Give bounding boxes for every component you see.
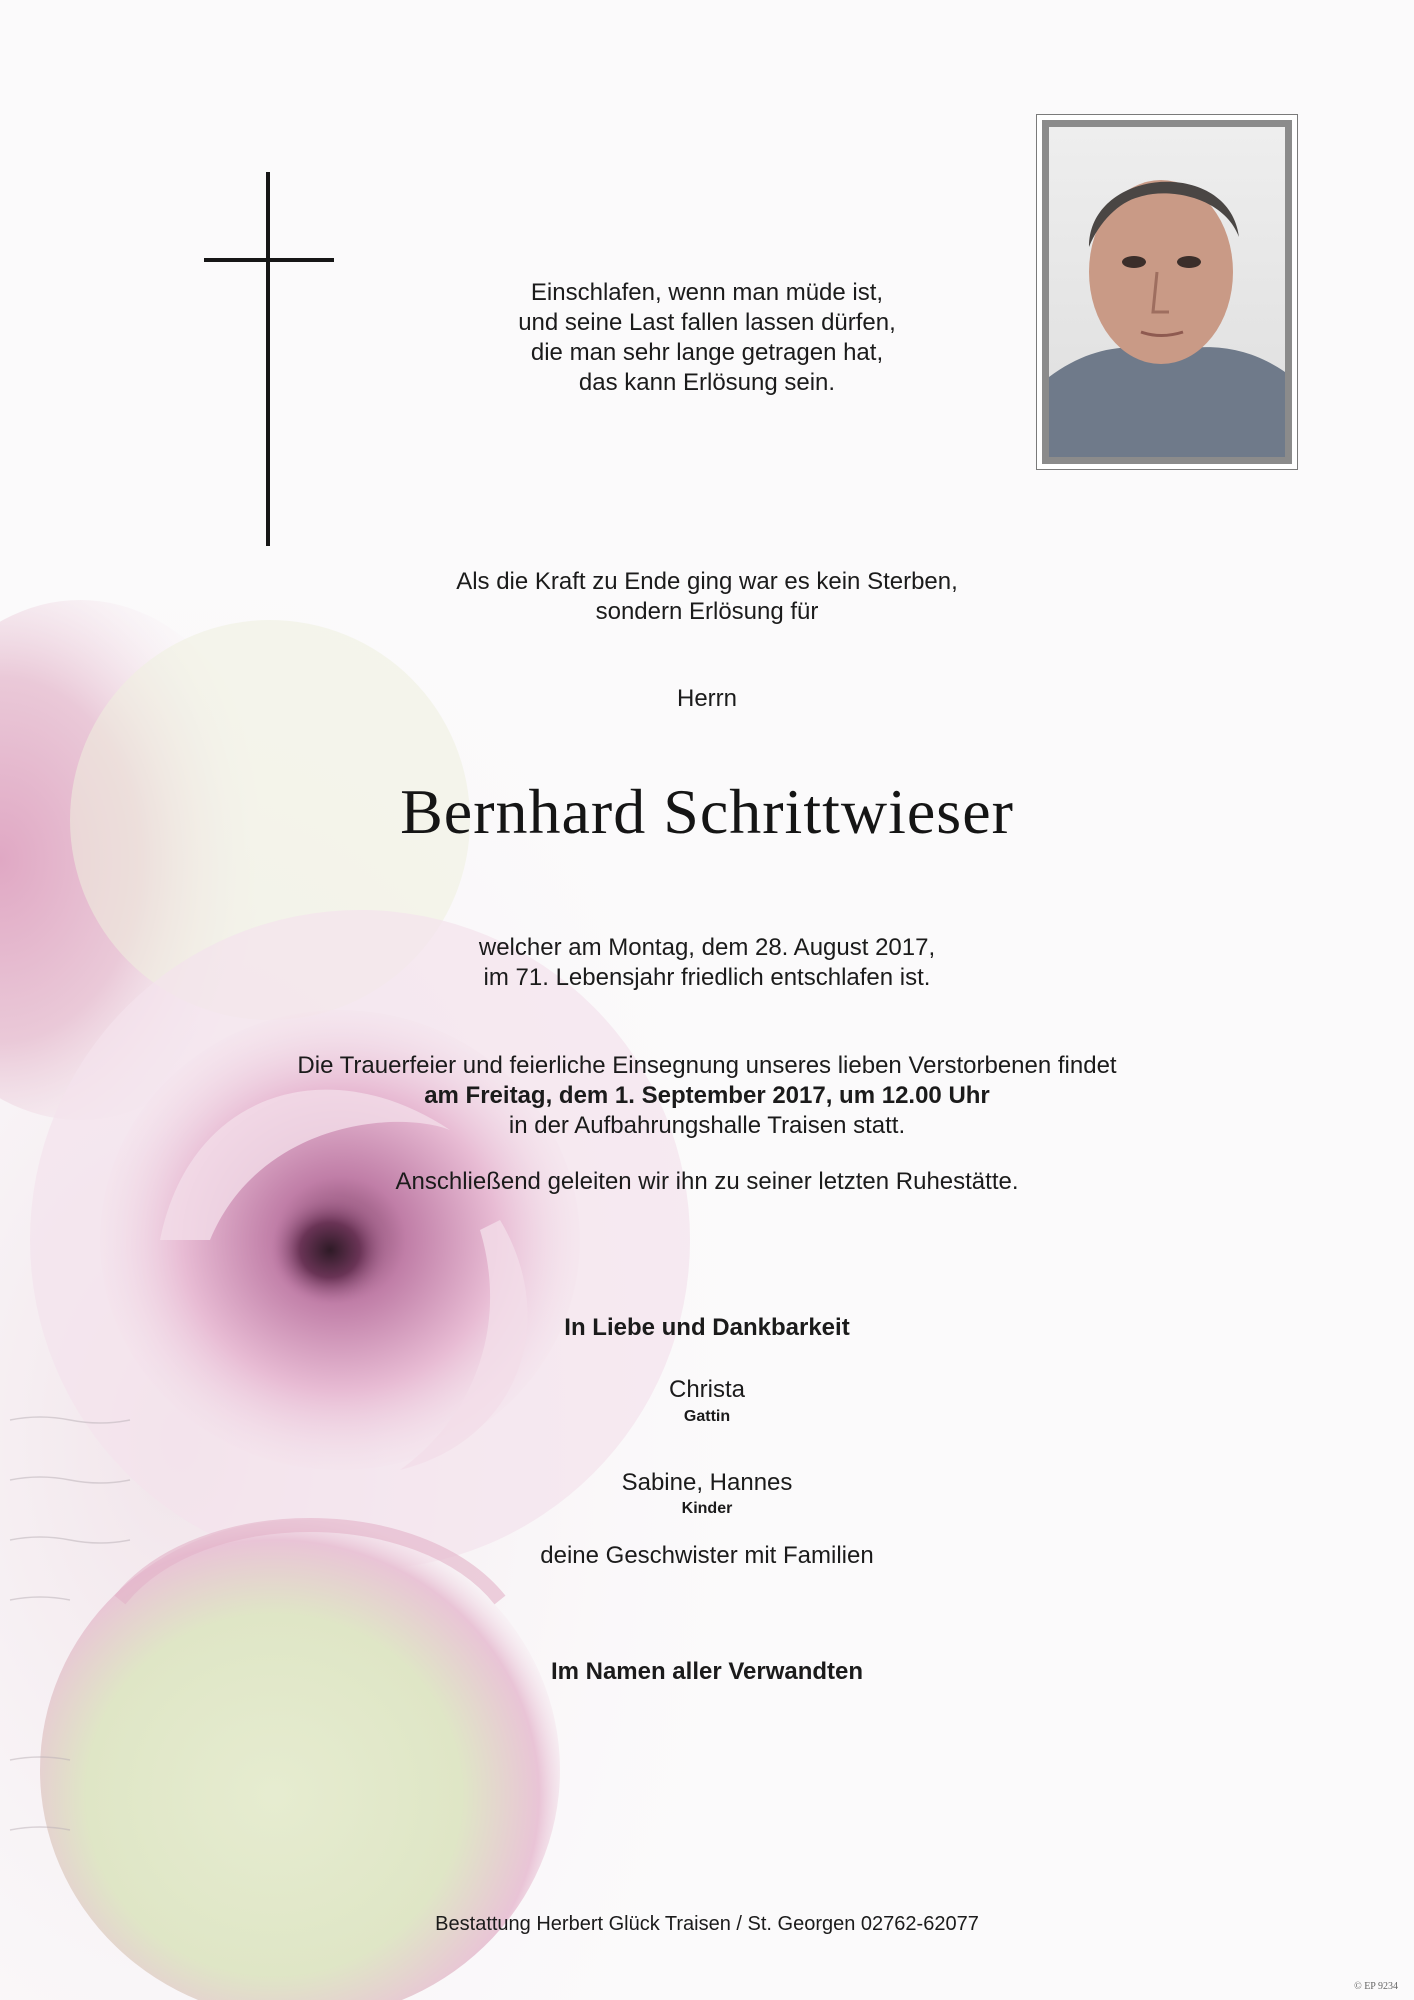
mourner-name: Sabine, Hannes: [621, 1469, 793, 1496]
document-code: © EP 9234: [1354, 1981, 1398, 1992]
mourners-heading: In Liebe und Dankbarkeit: [564, 1314, 850, 1341]
mourners-others: deine Geschwister mit Familien: [540, 1542, 874, 1569]
funeral-home-footer: Bestattung Herbert Glück Traisen / St. Georgen 02762-62077: [435, 1913, 979, 1935]
quote-line: die man sehr lange getragen hat,: [530, 339, 884, 366]
deceased-name: Bernhard Schrittwieser: [400, 776, 1014, 847]
quote-line: Einschlafen, wenn man müde ist,: [530, 279, 884, 306]
mourners-closing: Im Namen aller Verwandten: [550, 1658, 864, 1685]
ceremony-block: [0, 1051, 1414, 1141]
intro-line: sondern Erlösung für: [595, 598, 819, 625]
ceremony-location: in der Aufbahrungshalle Traisen statt.: [508, 1112, 906, 1139]
mourner-relation: Gattin: [683, 1408, 731, 1425]
death-info-line: im 71. Lebensjahr friedlich entschlafen ist.: [483, 964, 931, 991]
intro-line: Als die Kraft zu Ende ging war es kein Sterben,: [456, 568, 958, 595]
death-info-line: welcher am Montag, dem 28. August 2017,: [478, 934, 936, 961]
quote-line: das kann Erlösung sein.: [578, 369, 836, 396]
ceremony-line: Die Trauerfeier und feierliche Einsegnung unseres lieben Verstorbenen findet: [297, 1052, 1117, 1079]
quote-line: und seine Last fallen lassen dürfen,: [518, 309, 896, 336]
salutation: Herrn: [676, 685, 737, 712]
intro-block: [0, 567, 1414, 627]
quote-block: [0, 278, 1414, 398]
death-info-block: [0, 933, 1414, 993]
mourner-relation: Kinder: [681, 1500, 733, 1517]
ceremony-followup: Anschließend geleiten wir ihn zu seiner letzten Ruhestätte.: [395, 1168, 1019, 1195]
mourner-name: Christa: [668, 1376, 746, 1403]
ceremony-date: am Freitag, dem 1. September 2017, um 12.00 Uhr: [424, 1082, 990, 1109]
